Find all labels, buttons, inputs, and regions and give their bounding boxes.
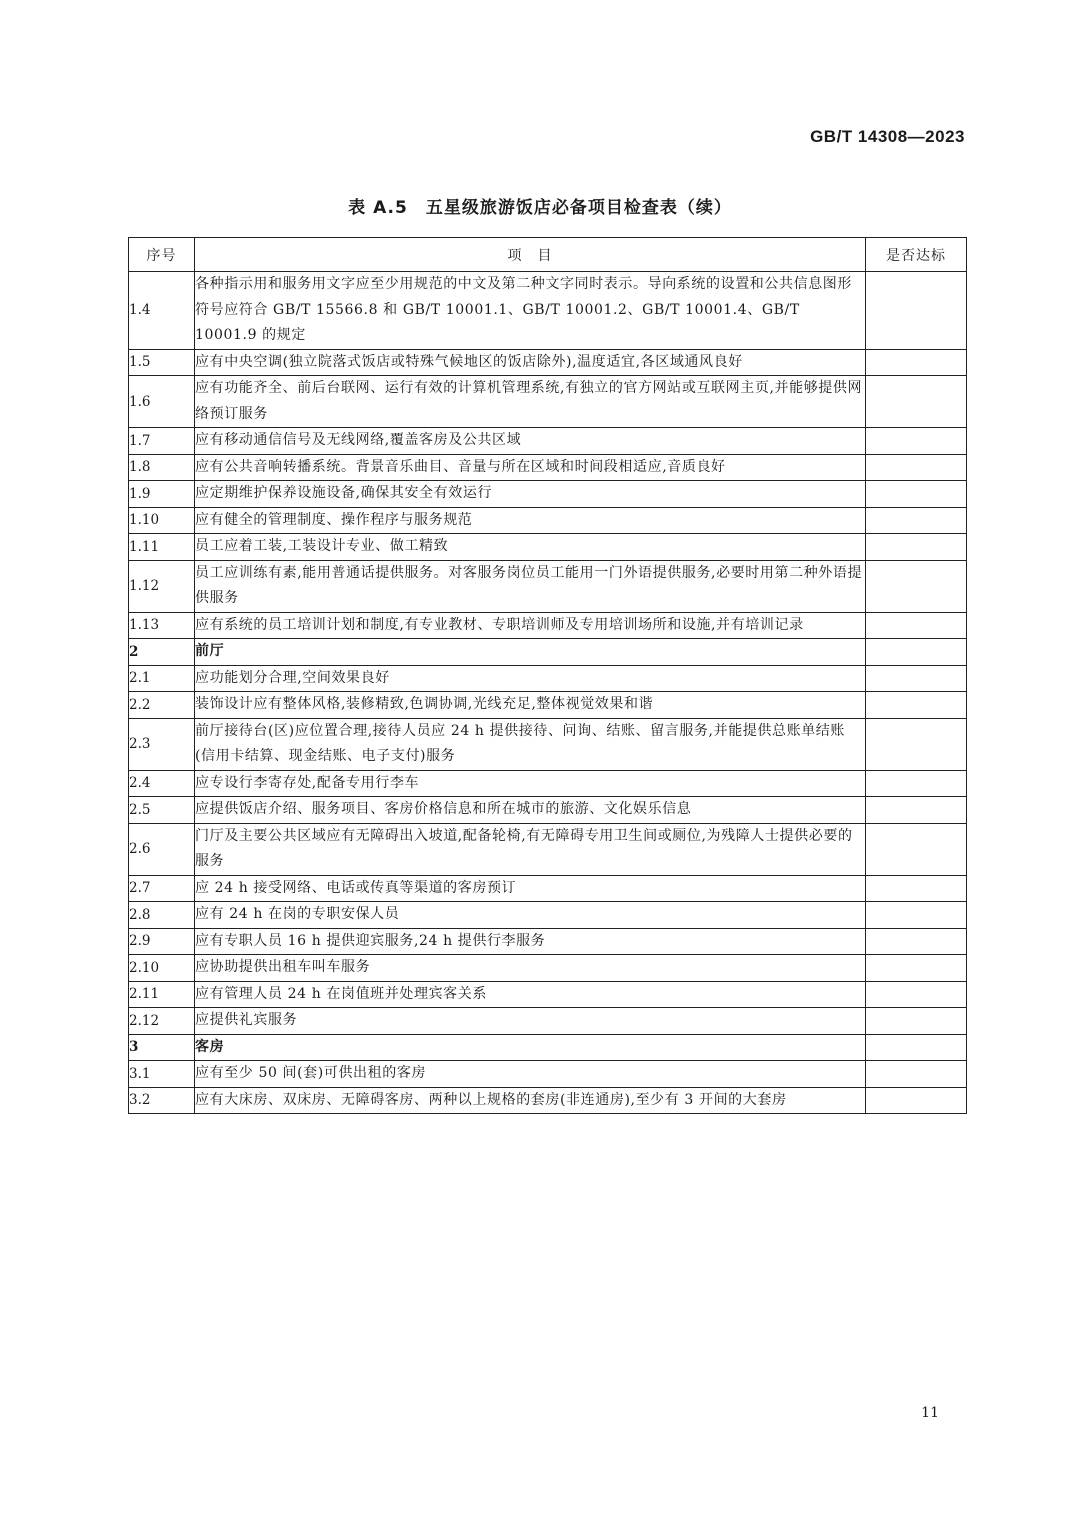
compliance-cell[interactable] [866,481,967,508]
section-title: 前厅 [195,639,866,666]
requirement-text: 应有移动通信信号及无线网络,覆盖客房及公共区域 [195,428,866,455]
compliance-cell[interactable] [866,928,967,955]
requirement-text: 应有大床房、双床房、无障碍客房、两种以上规格的套房(非连通房),至少有 3 开间的大套房 [195,1087,866,1114]
table-row [129,481,967,508]
row-number: 1.12 [129,560,195,612]
table-row [129,534,967,561]
table-body [129,272,967,1114]
compliance-cell[interactable] [866,665,967,692]
table-row [129,1008,967,1035]
row-number: 2.12 [129,1008,195,1035]
table-row [129,612,967,639]
compliance-cell[interactable] [866,1008,967,1035]
requirement-text: 装饰设计应有整体风格,装修精致,色调协调,光线充足,整体视觉效果和谐 [195,692,866,719]
requirement-text: 应功能划分合理,空间效果良好 [195,665,866,692]
row-number: 1.6 [129,376,195,428]
compliance-cell[interactable] [866,770,967,797]
requirement-text: 应有至少 50 间(套)可供出租的客房 [195,1061,866,1088]
row-number: 2.6 [129,823,195,875]
row-number: 1.11 [129,534,195,561]
compliance-cell[interactable] [866,454,967,481]
row-number: 2.8 [129,902,195,929]
table-row [129,692,967,719]
row-number: 1.5 [129,349,195,376]
table-row [129,770,967,797]
table-row [129,349,967,376]
row-number: 2.7 [129,875,195,902]
compliance-cell[interactable] [866,797,967,824]
requirement-text: 应协助提供出租车叫车服务 [195,955,866,982]
table-row [129,428,967,455]
compliance-cell[interactable] [866,902,967,929]
compliance-cell[interactable] [866,981,967,1008]
row-number: 1.7 [129,428,195,455]
row-number: 2.4 [129,770,195,797]
table-row [129,875,967,902]
compliance-cell[interactable] [866,823,967,875]
compliance-cell[interactable] [866,612,967,639]
table-row [129,665,967,692]
table-row [129,955,967,982]
row-number: 3.1 [129,1061,195,1088]
column-header-compliance: 是否达标 [866,238,967,272]
compliance-cell[interactable] [866,639,967,666]
table-row [129,823,967,875]
column-header-item: 项 目 [195,238,866,272]
section-title: 客房 [195,1034,866,1061]
compliance-cell[interactable] [866,272,967,350]
table-row [129,1087,967,1114]
compliance-cell[interactable] [866,560,967,612]
requirement-text: 前厅接待台(区)应位置合理,接待人员应 24 h 提供接待、问询、结账、留言服务,并能提供总账单结账(信用卡结算、现金结账、电子支付)服务 [195,718,866,770]
row-number: 2.1 [129,665,195,692]
row-number: 1.10 [129,507,195,534]
requirement-text: 应有专职人员 16 h 提供迎宾服务,24 h 提供行李服务 [195,928,866,955]
row-number: 3 [129,1034,195,1061]
table-row [129,1061,967,1088]
row-number: 1.9 [129,481,195,508]
compliance-cell[interactable] [866,875,967,902]
requirement-text: 员工应着工装,工装设计专业、做工精致 [195,534,866,561]
table-row [129,376,967,428]
row-number: 1.13 [129,612,195,639]
table-row [129,902,967,929]
column-header-number: 序号 [129,238,195,272]
checklist-table [128,237,967,1114]
compliance-cell[interactable] [866,507,967,534]
standard-code: GB/T 14308—2023 [810,127,965,146]
table-title: 表 A.5 五星级旅游饭店必备项目检查表（续） [348,198,732,218]
requirement-text: 应有中央空调(独立院落式饭店或特殊气候地区的饭店除外),温度适宜,各区域通风良好 [195,349,866,376]
row-number: 1.8 [129,454,195,481]
requirement-text: 应有系统的员工培训计划和制度,有专业教材、专职培训师及专用培训场所和设施,并有培训记录 [195,612,866,639]
requirement-text: 应有健全的管理制度、操作程序与服务规范 [195,507,866,534]
requirement-text: 应有管理人员 24 h 在岗值班并处理宾客关系 [195,981,866,1008]
requirement-text: 应有功能齐全、前后台联网、运行有效的计算机管理系统,有独立的官方网站或互联网主页,并能够提供网络预订服务 [195,376,866,428]
compliance-cell[interactable] [866,428,967,455]
table-row [129,797,967,824]
row-number: 2.2 [129,692,195,719]
section-row [129,1034,967,1061]
compliance-cell[interactable] [866,955,967,982]
requirement-text: 应提供饭店介绍、服务项目、客房价格信息和所在城市的旅游、文化娱乐信息 [195,797,866,824]
row-number: 2 [129,639,195,666]
requirement-text: 各种指示用和服务用文字应至少用规范的中文及第二种文字同时表示。导向系统的设置和公共信息图形符号应符合 GB/T 15566.8 和 GB/T 10001.1、GB/T 10001.2、GB/T 10001.4、GB/T 10001.9 的规定 [195,272,866,350]
requirement-text: 应有 24 h 在岗的专职安保人员 [195,902,866,929]
requirement-text: 门厅及主要公共区域应有无障碍出入坡道,配备轮椅,有无障碍专用卫生间或厕位,为残障人士提供必要的服务 [195,823,866,875]
table-header-row [129,238,967,272]
table-row [129,507,967,534]
requirement-text: 应有公共音响转播系统。背景音乐曲目、音量与所在区域和时间段相适应,音质良好 [195,454,866,481]
requirement-text: 应提供礼宾服务 [195,1008,866,1035]
table-row [129,981,967,1008]
requirement-text: 应 24 h 接受网络、电话或传真等渠道的客房预订 [195,875,866,902]
compliance-cell[interactable] [866,718,967,770]
table-row [129,272,967,350]
row-number: 2.10 [129,955,195,982]
table-row [129,454,967,481]
compliance-cell[interactable] [866,1087,967,1114]
page-number: 11 [921,1405,939,1421]
requirement-text: 应专设行李寄存处,配备专用行李车 [195,770,866,797]
requirement-text: 应定期维护保养设施设备,确保其安全有效运行 [195,481,866,508]
section-row [129,639,967,666]
table-row [129,928,967,955]
compliance-cell[interactable] [866,1034,967,1061]
row-number: 2.11 [129,981,195,1008]
compliance-cell[interactable] [866,349,967,376]
row-number: 2.5 [129,797,195,824]
compliance-cell[interactable] [866,376,967,428]
requirement-text: 员工应训练有素,能用普通话提供服务。对客服务岗位员工能用一门外语提供服务,必要时用第二种外语提供服务 [195,560,866,612]
row-number: 2.9 [129,928,195,955]
row-number: 3.2 [129,1087,195,1114]
row-number: 1.4 [129,272,195,350]
table-row [129,560,967,612]
compliance-cell[interactable] [866,534,967,561]
compliance-cell[interactable] [866,1061,967,1088]
row-number: 2.3 [129,718,195,770]
table-row [129,718,967,770]
compliance-cell[interactable] [866,692,967,719]
